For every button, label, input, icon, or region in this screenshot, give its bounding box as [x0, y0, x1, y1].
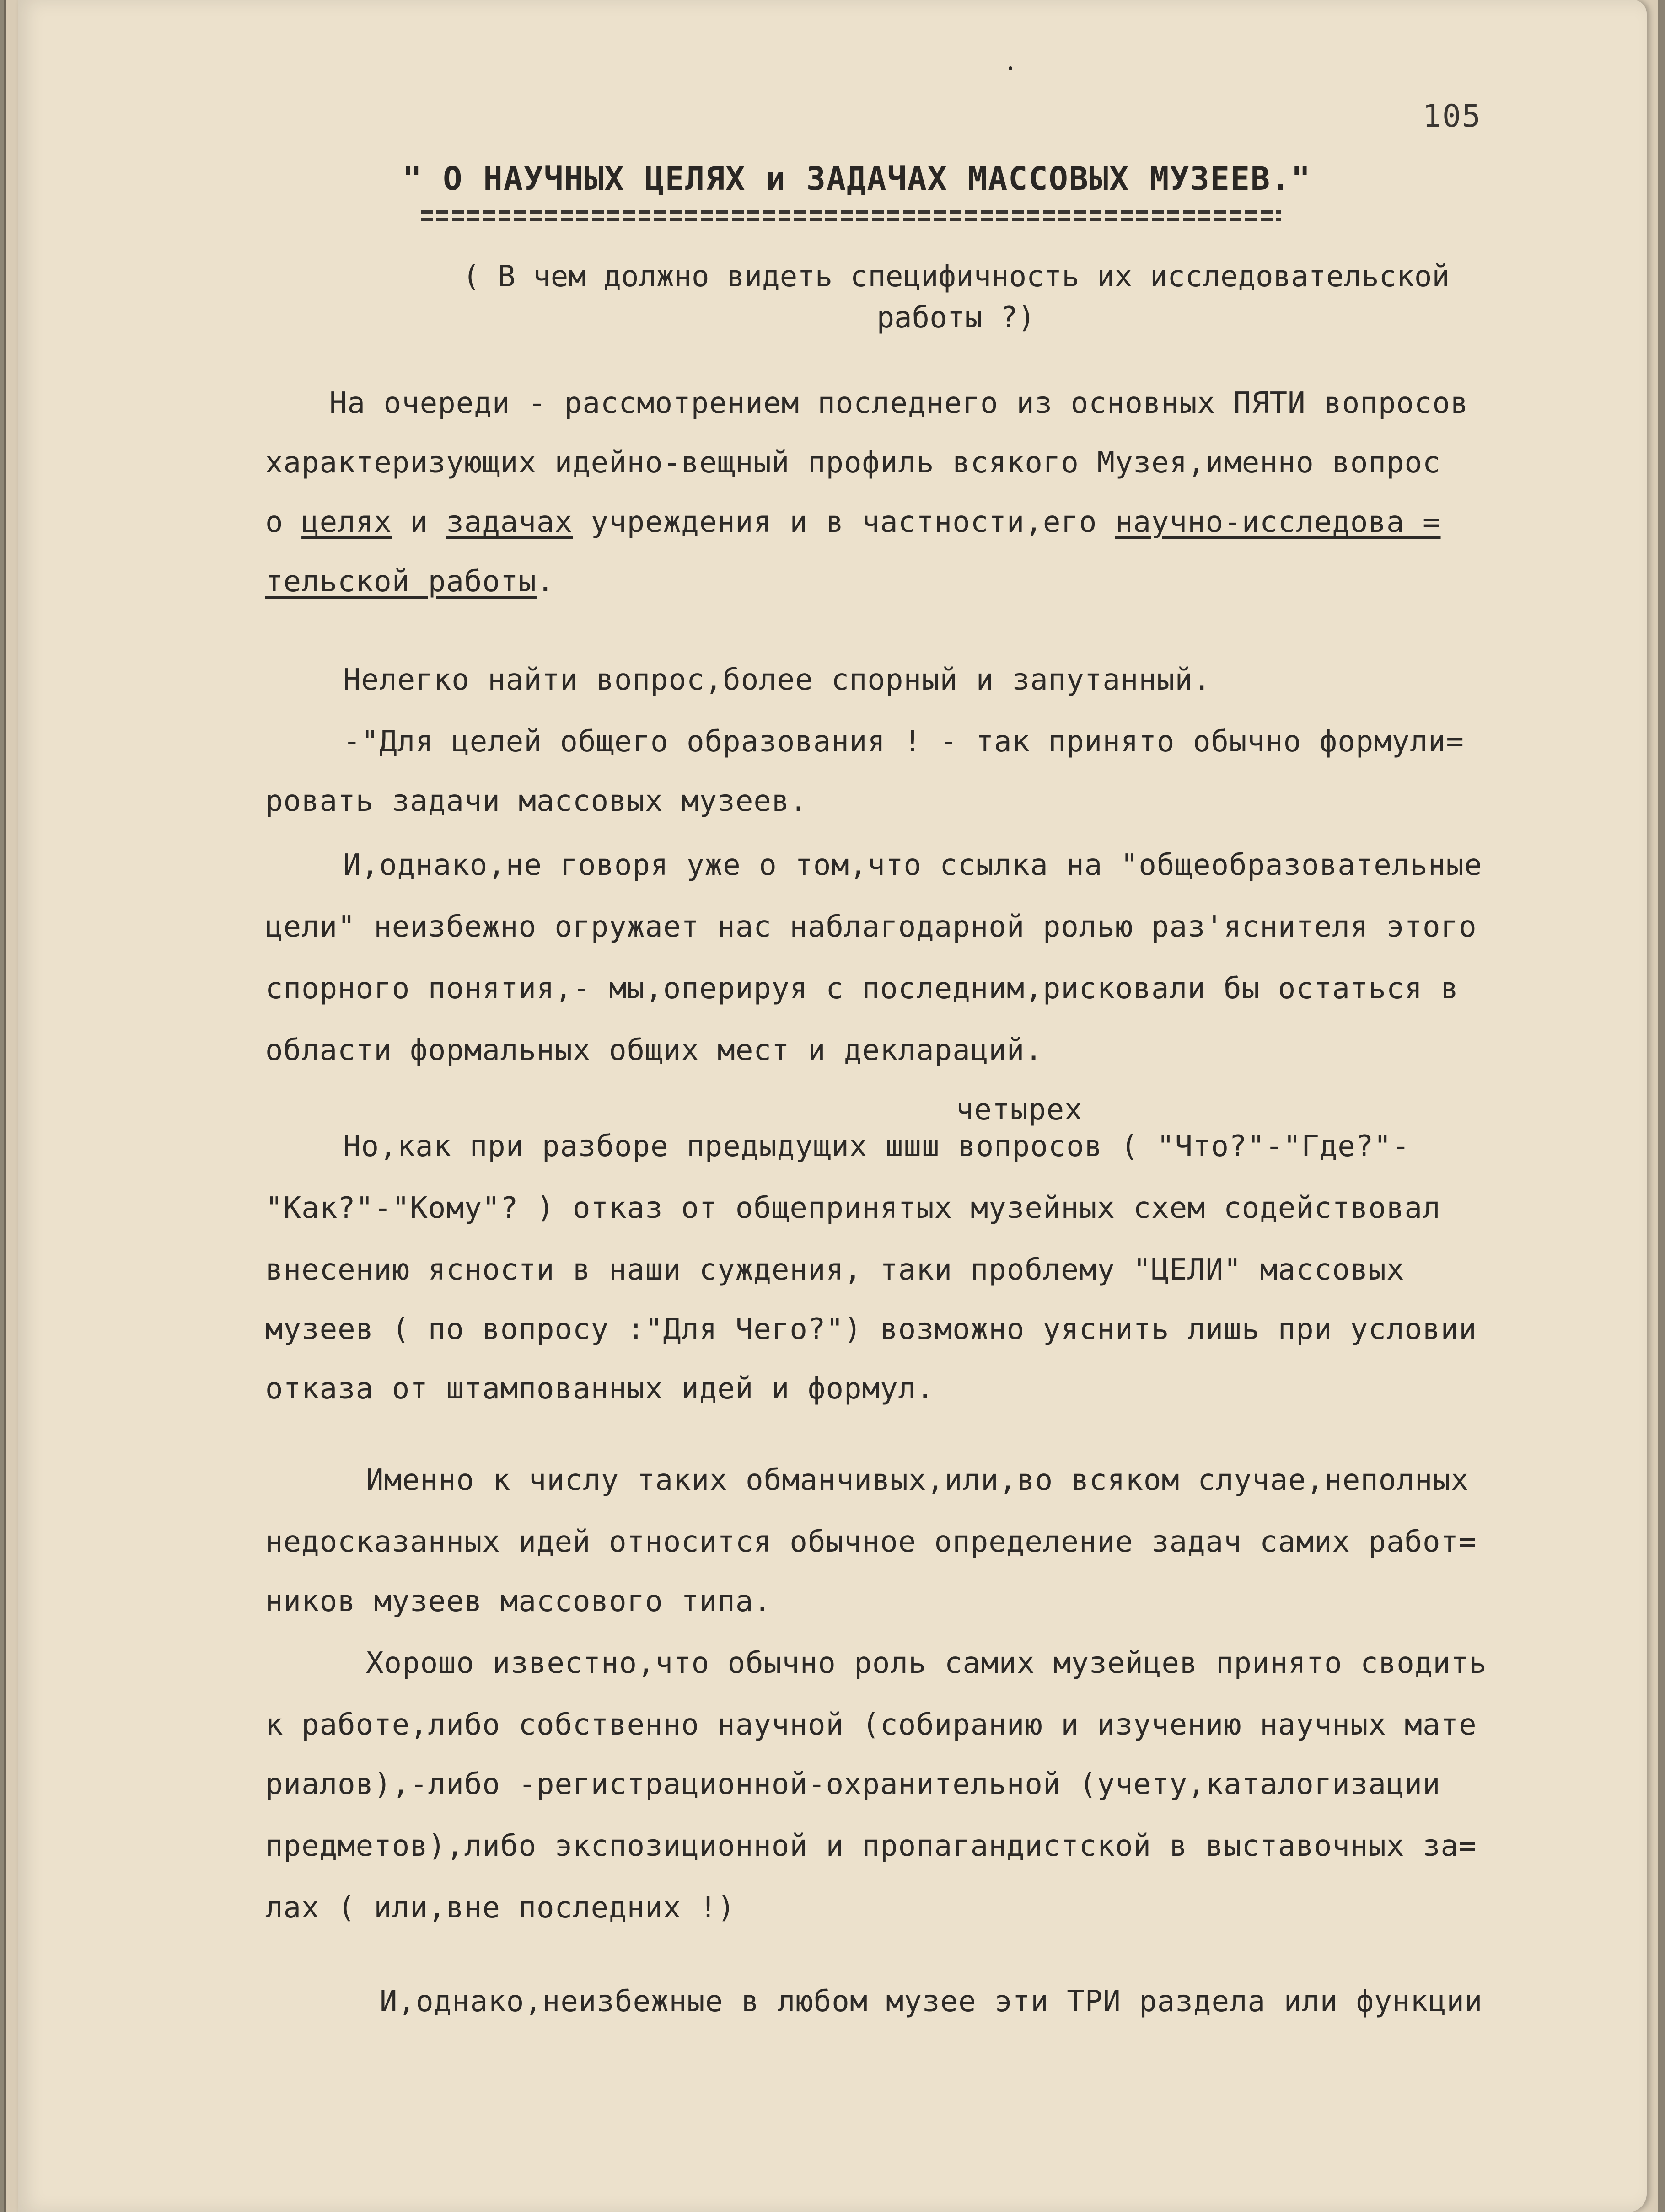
- text-fragment: учреждения и в частности,его: [573, 505, 1115, 539]
- text-line: "Как?"-"Кому"? ) отказ от общепринятых музейных схем содействовал: [265, 1191, 1441, 1225]
- text-line: -"Для целей общего образования ! - так принято обычно формули=: [343, 725, 1464, 759]
- text-line: предметов),либо экспозиционной и пропагандистской в выставочных за=: [265, 1829, 1477, 1863]
- text-line: к работе,либо собственно научной (собиранию и изучению научных мате: [265, 1708, 1477, 1742]
- page-number: 105: [1423, 98, 1482, 134]
- text-line: Нелегко найти вопрос,более спорный и запутанный.: [343, 663, 1211, 697]
- text-line: Но,как при разборе предыдущих шшш вопросов ( "Что?"-"Где?"-: [343, 1130, 1410, 1163]
- text-fragment: о: [265, 505, 302, 539]
- text-line: И,однако,не говоря уже о том,что ссылка на "общеобразовательные: [343, 848, 1482, 882]
- text-line: лах ( или,вне последних !): [265, 1891, 736, 1925]
- text-line: музеев ( по вопросу :"Для Чего?") возможно уяснить лишь при условии: [265, 1312, 1477, 1346]
- text-line: отказа от штампованных идей и формул.: [265, 1372, 935, 1406]
- text-line: риалов),-либо -регистрационной-охранительной (учету,каталогизации: [265, 1767, 1441, 1801]
- underlined-phrase-work: тельской работы: [265, 565, 537, 599]
- text-line: ровать задачи массовых музеев.: [265, 784, 808, 818]
- underlined-word-goals: целях: [301, 505, 392, 539]
- underlined-word-tasks: задачах: [446, 505, 573, 539]
- text-line: Именно к числу таких обманчивых,или,во всяком случае,неполных: [366, 1463, 1469, 1497]
- text-fragment: .: [536, 565, 555, 599]
- text-fragment: и: [392, 505, 446, 539]
- underlined-phrase-research: научно-исследова =: [1115, 505, 1441, 539]
- title-double-underline: [421, 210, 1281, 222]
- text-line: недосказанных идей относится обычное определение задач самих работ=: [265, 1525, 1477, 1559]
- text-line: [265, 565, 555, 599]
- text-line: области формальных общих мест и деклараций.: [265, 1034, 1043, 1067]
- ink-dot: [1009, 66, 1012, 70]
- text-line: На очереди - рассмотрением последнего из основных ПЯТИ вопросов: [329, 386, 1469, 420]
- text-line: И,однако,неизбежные в любом музее эти ТРИ раздела или функции: [380, 1985, 1483, 2019]
- text-line: спорного понятия,- мы,оперируя с последним,рисковали бы остаться в: [265, 972, 1459, 1006]
- text-line: внесению ясности в наши суждения, таки проблему "ЦЕЛИ" массовых: [265, 1253, 1405, 1287]
- page-subtitle: ( В чем должно видеть специфичность их исследовательской работы ?): [462, 260, 1450, 335]
- text-line: цели" неизбежно огружает нас наблагодарной ролью раз'яснителя этого: [265, 910, 1477, 944]
- text-line: характеризующих идейно-вещный профиль всякого Музея,именно вопрос: [265, 446, 1441, 480]
- handwritten-insertion: четырех: [956, 1093, 1083, 1127]
- page-title: " О НАУЧНЫХ ЦЕЛЯХ и ЗАДАЧАХ МАССОВЫХ МУЗЕЕВ.": [403, 160, 1311, 198]
- text-line: Хорошо известно,что обычно роль самих музейцев принято сводить: [366, 1646, 1487, 1680]
- typewritten-page: [18, 0, 1647, 2212]
- text-line: ников музеев массового типа.: [265, 1585, 772, 1618]
- text-line: [265, 505, 1441, 539]
